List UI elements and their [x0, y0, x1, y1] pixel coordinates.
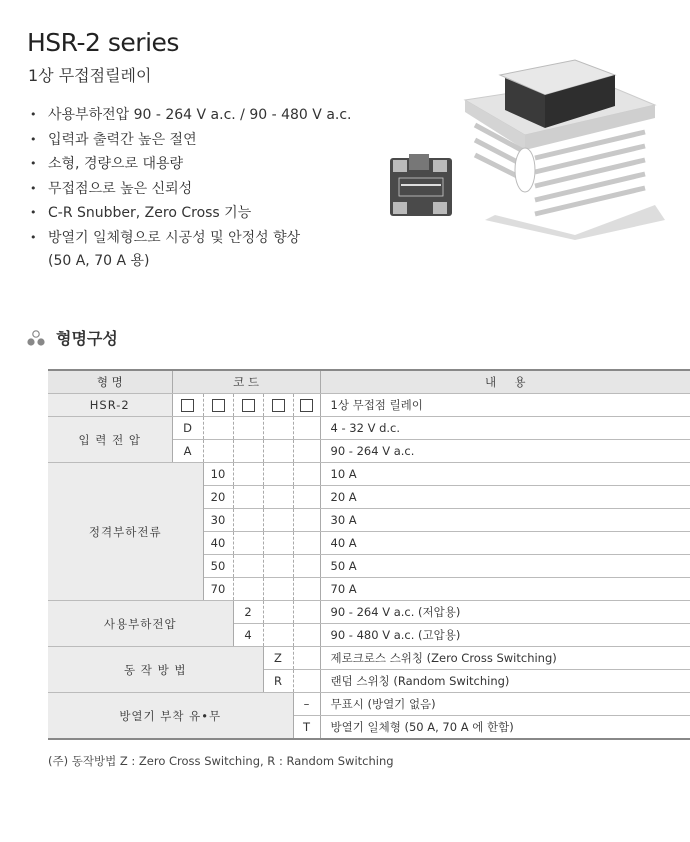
- code-description: 20 A: [320, 486, 690, 509]
- empty-code-cell: [293, 601, 320, 624]
- section-title: 형명구성: [56, 329, 118, 348]
- table-row: [48, 601, 690, 624]
- feature-item: • 소형, 경량으로 대용량: [30, 152, 352, 177]
- code-value: 70: [203, 578, 233, 601]
- empty-code-cell: [233, 440, 263, 463]
- empty-code-cell: [293, 624, 320, 647]
- header-code: 코 드: [172, 370, 320, 394]
- code-description: 90 - 264 V a.c.: [320, 440, 690, 463]
- feature-continuation: (50 A, 70 A 용): [48, 253, 150, 269]
- table-row: [48, 647, 690, 670]
- code-value: 40: [203, 532, 233, 555]
- model-description: 1상 무접점 릴레이: [320, 394, 690, 417]
- table-row: [48, 693, 690, 716]
- section-bullet-icon: [26, 330, 46, 346]
- code-description: 90 - 480 V a.c. (고압용): [320, 624, 690, 647]
- code-value: R: [263, 670, 293, 693]
- code-box: [300, 399, 313, 412]
- model-code-table: [48, 369, 690, 740]
- product-subtitle: 1상 무접점릴레이: [28, 66, 152, 85]
- empty-code-cell: [293, 578, 320, 601]
- code-description: 방열기 일체형 (50 A, 70 A 에 한함): [320, 716, 690, 740]
- code-description: 4 - 32 V d.c.: [320, 417, 690, 440]
- empty-code-cell: [233, 532, 263, 555]
- header-content: 내 용: [320, 370, 690, 394]
- empty-code-cell: [233, 555, 263, 578]
- code-description: 무표시 (방열기 없음): [320, 693, 690, 716]
- table-row: [48, 417, 690, 440]
- code-value: 50: [203, 555, 233, 578]
- relay-photo: [385, 150, 460, 220]
- code-value: 30: [203, 509, 233, 532]
- empty-code-cell: [263, 578, 293, 601]
- code-value: D: [172, 417, 203, 440]
- code-value: T: [293, 716, 320, 740]
- section-header: [26, 326, 118, 349]
- empty-code-cell: [293, 486, 320, 509]
- feature-list: [30, 103, 352, 274]
- empty-code-cell: [233, 509, 263, 532]
- code-description: 70 A: [320, 578, 690, 601]
- model-row: [48, 394, 690, 417]
- empty-code-cell: [263, 555, 293, 578]
- empty-code-cell: [293, 670, 320, 693]
- code-description: 10 A: [320, 463, 690, 486]
- code-box: [212, 399, 225, 412]
- empty-code-cell: [263, 624, 293, 647]
- footnote: (주) 동작방법 Z : Zero Cross Switching, R : Random Switching: [48, 754, 394, 768]
- empty-code-cell: [203, 417, 233, 440]
- feature-item: • 입력과 출력간 높은 절연: [30, 128, 352, 153]
- code-description: 50 A: [320, 555, 690, 578]
- empty-code-cell: [263, 509, 293, 532]
- empty-code-cell: [263, 532, 293, 555]
- empty-code-cell: [293, 417, 320, 440]
- empty-code-cell: [263, 440, 293, 463]
- group-label: 방열기 부착 유•무: [48, 693, 293, 740]
- product-title: HSR-2 series: [27, 28, 179, 57]
- code-value: A: [172, 440, 203, 463]
- empty-code-cell: [233, 417, 263, 440]
- model-name: HSR-2: [48, 394, 172, 417]
- empty-code-cell: [263, 417, 293, 440]
- group-label: 입 력 전 압: [48, 417, 172, 463]
- empty-code-cell: [263, 463, 293, 486]
- code-value: 2: [233, 601, 263, 624]
- code-description: 90 - 264 V a.c. (저압용): [320, 601, 690, 624]
- feature-item: • 무접점으로 높은 신뢰성: [30, 177, 352, 202]
- code-value: 10: [203, 463, 233, 486]
- group-label: 동 작 방 법: [48, 647, 263, 693]
- header-model: 형 명: [48, 370, 172, 394]
- code-box: [272, 399, 285, 412]
- code-description: 40 A: [320, 532, 690, 555]
- code-value: –: [293, 693, 320, 716]
- code-description: 랜덤 스위칭 (Random Switching): [320, 670, 690, 693]
- empty-code-cell: [233, 486, 263, 509]
- group-label: 정격부하전류: [48, 463, 203, 601]
- code-description: 제로크로스 스위칭 (Zero Cross Switching): [320, 647, 690, 670]
- code-value: Z: [263, 647, 293, 670]
- empty-code-cell: [263, 601, 293, 624]
- empty-code-cell: [293, 509, 320, 532]
- code-box: [181, 399, 194, 412]
- code-value: 20: [203, 486, 233, 509]
- empty-code-cell: [263, 486, 293, 509]
- empty-code-cell: [293, 463, 320, 486]
- group-label: 사용부하전압: [48, 601, 233, 647]
- empty-code-cell: [293, 647, 320, 670]
- feature-item: • C-R Snubber, Zero Cross 기능: [30, 201, 352, 226]
- table-header-row: [48, 370, 690, 394]
- empty-code-cell: [293, 555, 320, 578]
- feature-item: • 방열기 일체형으로 시공성 및 안정성 향상: [30, 226, 352, 251]
- heatsink-relay-photo: [455, 40, 675, 240]
- code-description: 30 A: [320, 509, 690, 532]
- empty-code-cell: [233, 578, 263, 601]
- empty-code-cell: [293, 440, 320, 463]
- feature-item: • 사용부하전압 90 - 264 V a.c. / 90 - 480 V a.c.: [30, 103, 352, 128]
- empty-code-cell: [293, 532, 320, 555]
- code-value: 4: [233, 624, 263, 647]
- code-box: [242, 399, 255, 412]
- table-row: [48, 463, 690, 486]
- empty-code-cell: [203, 440, 233, 463]
- empty-code-cell: [233, 463, 263, 486]
